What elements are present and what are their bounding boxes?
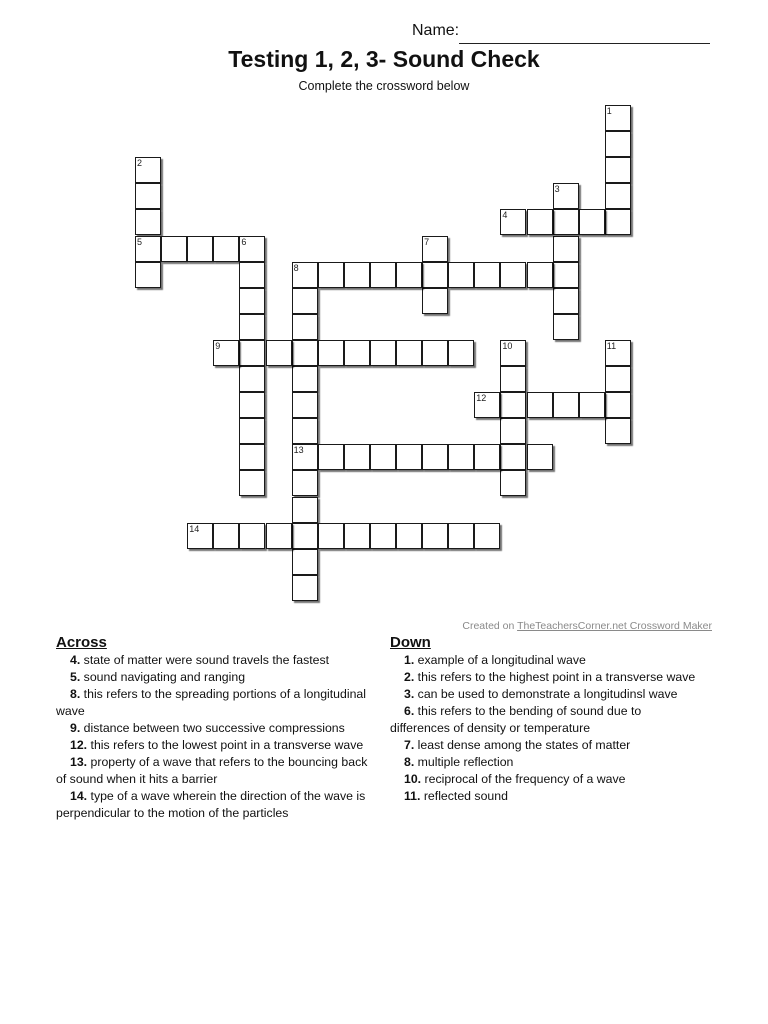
clue-text: this refers to the bending of sound due to [414, 704, 642, 718]
clue-num: 12. [70, 738, 88, 752]
clue-text: can be used to demonstrate a longitudinsl wave [414, 687, 678, 701]
crossword-cell[interactable] [448, 340, 474, 366]
down-clue [390, 669, 720, 686]
crossword-cell[interactable] [292, 340, 318, 366]
across-clue [56, 652, 381, 669]
crossword-cell[interactable] [135, 183, 161, 209]
crossword-cell[interactable] [396, 444, 422, 470]
crossword-cell[interactable] [292, 470, 318, 496]
crossword-cell[interactable] [318, 523, 344, 549]
clue-text-continued: differences of density or temperature [390, 721, 591, 735]
crossword-cell[interactable] [239, 262, 265, 288]
crossword-cell[interactable] [239, 523, 265, 549]
crossword-cell[interactable] [553, 314, 579, 340]
clue-text-continued: wave [56, 704, 85, 718]
clue-number: 8 [293, 262, 299, 273]
crossword-cell[interactable] [135, 157, 161, 183]
clue-text: example of a longitudinal wave [414, 653, 586, 667]
crossword-cell[interactable] [605, 392, 631, 418]
crossword-cell[interactable] [344, 523, 370, 549]
crossword-cell[interactable] [396, 523, 422, 549]
crossword-cell[interactable] [527, 392, 553, 418]
crossword-cell[interactable] [292, 288, 318, 314]
clue-text: type of a wave wherein the direction of the wave is [87, 789, 366, 803]
crossword-cell[interactable] [239, 288, 265, 314]
clue-number: 14 [189, 523, 200, 534]
across-clue [56, 669, 381, 686]
clue-num: 13. [70, 755, 88, 769]
crossword-cell[interactable] [213, 236, 239, 262]
clue-text: state of matter were sound travels the fastest [80, 653, 330, 667]
crossword-cell[interactable] [474, 392, 500, 418]
clue-number: 4 [502, 210, 508, 221]
across-clue [56, 737, 381, 754]
crossword-cell[interactable] [292, 418, 318, 444]
clue-number: 5 [137, 236, 143, 247]
clue-num: 5. [70, 670, 81, 684]
page-title: Testing 1, 2, 3- Sound Check [228, 46, 540, 72]
crossword-cell[interactable] [605, 131, 631, 157]
clue-number: 10 [502, 340, 513, 351]
clue-text: distance between two successive compressions [80, 721, 345, 735]
clue-text-continued: perpendicular to the motion of the particles [56, 806, 289, 820]
crossword-cell[interactable] [579, 392, 605, 418]
crossword-cell[interactable] [344, 340, 370, 366]
crossword-cell[interactable] [500, 262, 526, 288]
crossword-cell[interactable] [474, 444, 500, 470]
clue-number: 1 [606, 106, 612, 116]
crossword-cell[interactable] [422, 444, 448, 470]
crossword-cell[interactable] [500, 209, 526, 235]
clue-num: 8. [404, 755, 415, 769]
clue-text: multiple reflection [414, 755, 514, 769]
across-clue [56, 788, 381, 822]
clue-num: 4. [70, 653, 81, 667]
clue-number: 7 [424, 236, 430, 247]
crossword-cell[interactable] [318, 444, 344, 470]
down-clue [390, 771, 720, 788]
crossword-cell[interactable] [239, 314, 265, 340]
clue-number: 12 [476, 393, 487, 404]
clue-number: 13 [293, 445, 304, 456]
crossword-cell[interactable] [500, 470, 526, 496]
clue-num: 10. [404, 772, 422, 786]
down-clue [390, 686, 720, 703]
crossword-cell[interactable] [605, 209, 631, 235]
crossword-cell[interactable] [500, 418, 526, 444]
down-clue [390, 788, 720, 805]
crossword-cell[interactable] [474, 262, 500, 288]
crossword-cell[interactable] [579, 209, 605, 235]
crossword-cell[interactable] [292, 392, 318, 418]
clue-text: property of a wave that refers to the bouncing back [87, 755, 368, 769]
crossword-cell[interactable] [239, 366, 265, 392]
crossword-cell[interactable] [527, 444, 553, 470]
crossword-cell[interactable] [553, 392, 579, 418]
crossword-cell[interactable] [239, 418, 265, 444]
crossword-cell[interactable] [292, 523, 318, 549]
clue-number: 2 [137, 158, 143, 169]
crossword-cell[interactable] [605, 183, 631, 209]
crossword-cell[interactable] [605, 366, 631, 392]
crossword-cell[interactable] [239, 470, 265, 496]
across-clues [56, 634, 381, 822]
crossword-cell[interactable] [448, 444, 474, 470]
crossword-cell[interactable] [474, 523, 500, 549]
across-clue [56, 720, 381, 737]
clue-text-continued: of sound when it hits a barrier [56, 772, 218, 786]
down-clues [390, 634, 720, 805]
clue-num: 3. [404, 687, 415, 701]
crossword-cell[interactable] [422, 340, 448, 366]
crossword-cell[interactable] [266, 340, 292, 366]
clue-num: 1. [404, 653, 415, 667]
crossword-cell[interactable] [239, 236, 265, 262]
clue-num: 8. [70, 687, 81, 701]
clue-num: 7. [404, 738, 415, 752]
clue-number: 3 [554, 184, 560, 195]
crossword-cell[interactable] [500, 340, 526, 366]
crossword-cell[interactable] [605, 340, 631, 366]
clue-num: 11. [404, 789, 421, 803]
crossword-cell[interactable] [448, 262, 474, 288]
crossword-cell[interactable] [213, 523, 239, 549]
crossword-cell[interactable] [370, 444, 396, 470]
credit-line: Created on TheTeachersCorner.net Crossword Maker [462, 620, 712, 632]
crossword-cell[interactable] [527, 262, 553, 288]
clue-text: reciprocal of the frequency of a wave [421, 772, 626, 786]
crossword-cell[interactable] [448, 523, 474, 549]
crossword-cell[interactable] [344, 262, 370, 288]
crossword-cell[interactable] [500, 366, 526, 392]
crossword-cell[interactable] [161, 236, 187, 262]
across-heading: Across [56, 634, 107, 651]
crossword-cell[interactable] [213, 340, 239, 366]
crossword-cell[interactable] [318, 340, 344, 366]
clue-number: 6 [241, 236, 247, 247]
clue-text: this refers to the lowest point in a transverse wave [87, 738, 364, 752]
clue-text: this refers to the spreading portions of a longitudinal [80, 687, 367, 701]
down-clue [390, 703, 720, 737]
crossword-cell[interactable] [422, 262, 448, 288]
clue-num: 6. [404, 704, 415, 718]
crossword-cell[interactable] [500, 444, 526, 470]
across-clue [56, 686, 381, 720]
crossword-cell[interactable] [266, 523, 292, 549]
crossword-cell[interactable] [605, 157, 631, 183]
clue-text: least dense among the states of matter [414, 738, 631, 752]
crossword-cell[interactable] [370, 340, 396, 366]
down-heading: Down [390, 634, 431, 651]
crossword-cell[interactable] [187, 523, 213, 549]
crossword-cell[interactable] [344, 444, 370, 470]
down-clue [390, 737, 720, 754]
crossword-cell[interactable] [553, 236, 579, 262]
crossword-cell[interactable] [292, 575, 318, 601]
crossword-cell[interactable] [553, 209, 579, 235]
crossword-cell[interactable] [500, 392, 526, 418]
crossword-cell[interactable] [135, 236, 161, 262]
crossword-cell[interactable] [135, 209, 161, 235]
clue-num: 9. [70, 721, 81, 735]
crossword-cell[interactable] [187, 236, 213, 262]
clue-number: 11 [606, 340, 617, 351]
crossword-cell[interactable] [292, 444, 318, 470]
crossword-cell[interactable] [370, 262, 396, 288]
crossword-cell[interactable] [422, 523, 448, 549]
crossword-cell[interactable] [527, 209, 553, 235]
crossword-cell[interactable] [605, 105, 631, 131]
across-clue [56, 754, 381, 788]
crossword-cell[interactable] [553, 262, 579, 288]
crossword-cell[interactable] [292, 262, 318, 288]
crossword-cell[interactable] [553, 288, 579, 314]
crossword-cell[interactable] [396, 262, 422, 288]
crossword-cell[interactable] [239, 444, 265, 470]
clue-text: reflected sound [420, 789, 508, 803]
down-clue [390, 754, 720, 771]
crossword-cell[interactable] [396, 340, 422, 366]
name-label: Name: [412, 22, 460, 39]
crossword-cell[interactable] [292, 497, 318, 523]
credit-link[interactable]: TheTeachersCorner.net Crossword Maker [517, 620, 712, 632]
crossword-cell[interactable] [605, 418, 631, 444]
crossword-cell[interactable] [553, 183, 579, 209]
clue-number: 9 [215, 340, 221, 351]
instructions: Complete the crossword below [298, 79, 470, 93]
crossword-cell[interactable] [370, 523, 396, 549]
clue-num: 2. [404, 670, 415, 684]
crossword-cell[interactable] [318, 262, 344, 288]
crossword-cell[interactable] [239, 340, 265, 366]
clue-text: sound navigating and ranging [80, 670, 246, 684]
crossword-cell[interactable] [292, 314, 318, 340]
crossword-cell[interactable] [422, 288, 448, 314]
clue-text: this refers to the highest point in a transverse wave [414, 670, 696, 684]
clue-num: 14. [70, 789, 88, 803]
crossword-cell[interactable] [135, 262, 161, 288]
crossword-cell[interactable] [422, 236, 448, 262]
crossword-cell[interactable] [239, 392, 265, 418]
crossword-cell[interactable] [292, 366, 318, 392]
down-clue [390, 652, 720, 669]
crossword-cell[interactable] [292, 549, 318, 575]
